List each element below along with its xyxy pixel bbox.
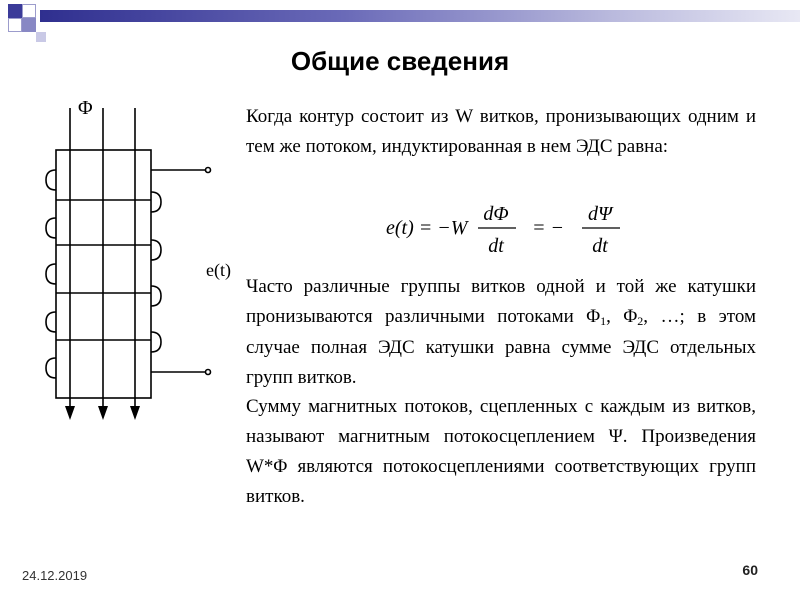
right-loop — [151, 240, 161, 260]
emf-formula — [384, 196, 644, 258]
flux-label: Φ — [78, 97, 93, 119]
arrowhead — [130, 406, 140, 420]
arrowhead — [65, 406, 75, 420]
left-loop — [46, 358, 56, 378]
decor-square — [22, 4, 36, 18]
terminal-top — [206, 168, 211, 173]
right-loop — [151, 286, 161, 306]
paragraph-flux-linkage — [246, 392, 756, 512]
left-loop — [46, 218, 56, 238]
slide-title: Общие сведения — [290, 46, 510, 76]
paragraph-groups — [246, 272, 756, 393]
subscript: 1 — [600, 314, 607, 328]
right-loop — [151, 192, 161, 212]
formula-frac2-den: dt — [592, 235, 608, 257]
left-loop — [46, 312, 56, 332]
decor-square — [36, 32, 46, 42]
emf-label: e(t) — [206, 260, 231, 280]
decor-square — [8, 4, 22, 18]
formula-mid: = − — [532, 217, 564, 239]
page-number: 60 — [742, 562, 758, 578]
formula-frac1-num: dΦ — [483, 203, 509, 225]
terminal-bottom — [206, 370, 211, 375]
coil-diagram — [20, 90, 250, 430]
decor-square — [8, 18, 22, 32]
decor-square — [22, 18, 36, 32]
formula-frac2-num: dΨ — [587, 203, 613, 225]
formula-frac1-den: dt — [488, 235, 504, 257]
formula-lhs: e(t) = −W — [386, 217, 468, 239]
arrowhead — [98, 406, 108, 420]
paragraph-text — [246, 272, 756, 393]
paragraph-text: Сумму магнитных потоков, сцепленных с каждым из витков, называют магнитным потокосцеплением Ψ. Произведения W*Φ являются потокосцеплениями соответствующих групп витков. — [246, 396, 756, 507]
text-span: Часто различные группы витков одной и той же катушки пронизываются различными потоками Φ — [246, 276, 756, 327]
text-span: , Φ — [606, 306, 638, 327]
subscript: 2 — [637, 314, 644, 328]
footer-date: 24.12.2019 — [22, 568, 88, 583]
paragraph-intro — [246, 102, 756, 162]
left-loop — [46, 264, 56, 284]
text-span: , …; в этом случае полная ЭДС катушки равна сумме ЭДС отдельных групп витков. — [246, 306, 757, 388]
header-band — [40, 10, 800, 22]
paragraph-text: Когда контур состоит из W витков, пронизывающих одним и тем же потоком, индуктированная в нем ЭДС равна: — [246, 106, 756, 157]
top-decoration — [0, 0, 800, 48]
left-loop — [46, 170, 56, 190]
right-loop — [151, 332, 161, 352]
